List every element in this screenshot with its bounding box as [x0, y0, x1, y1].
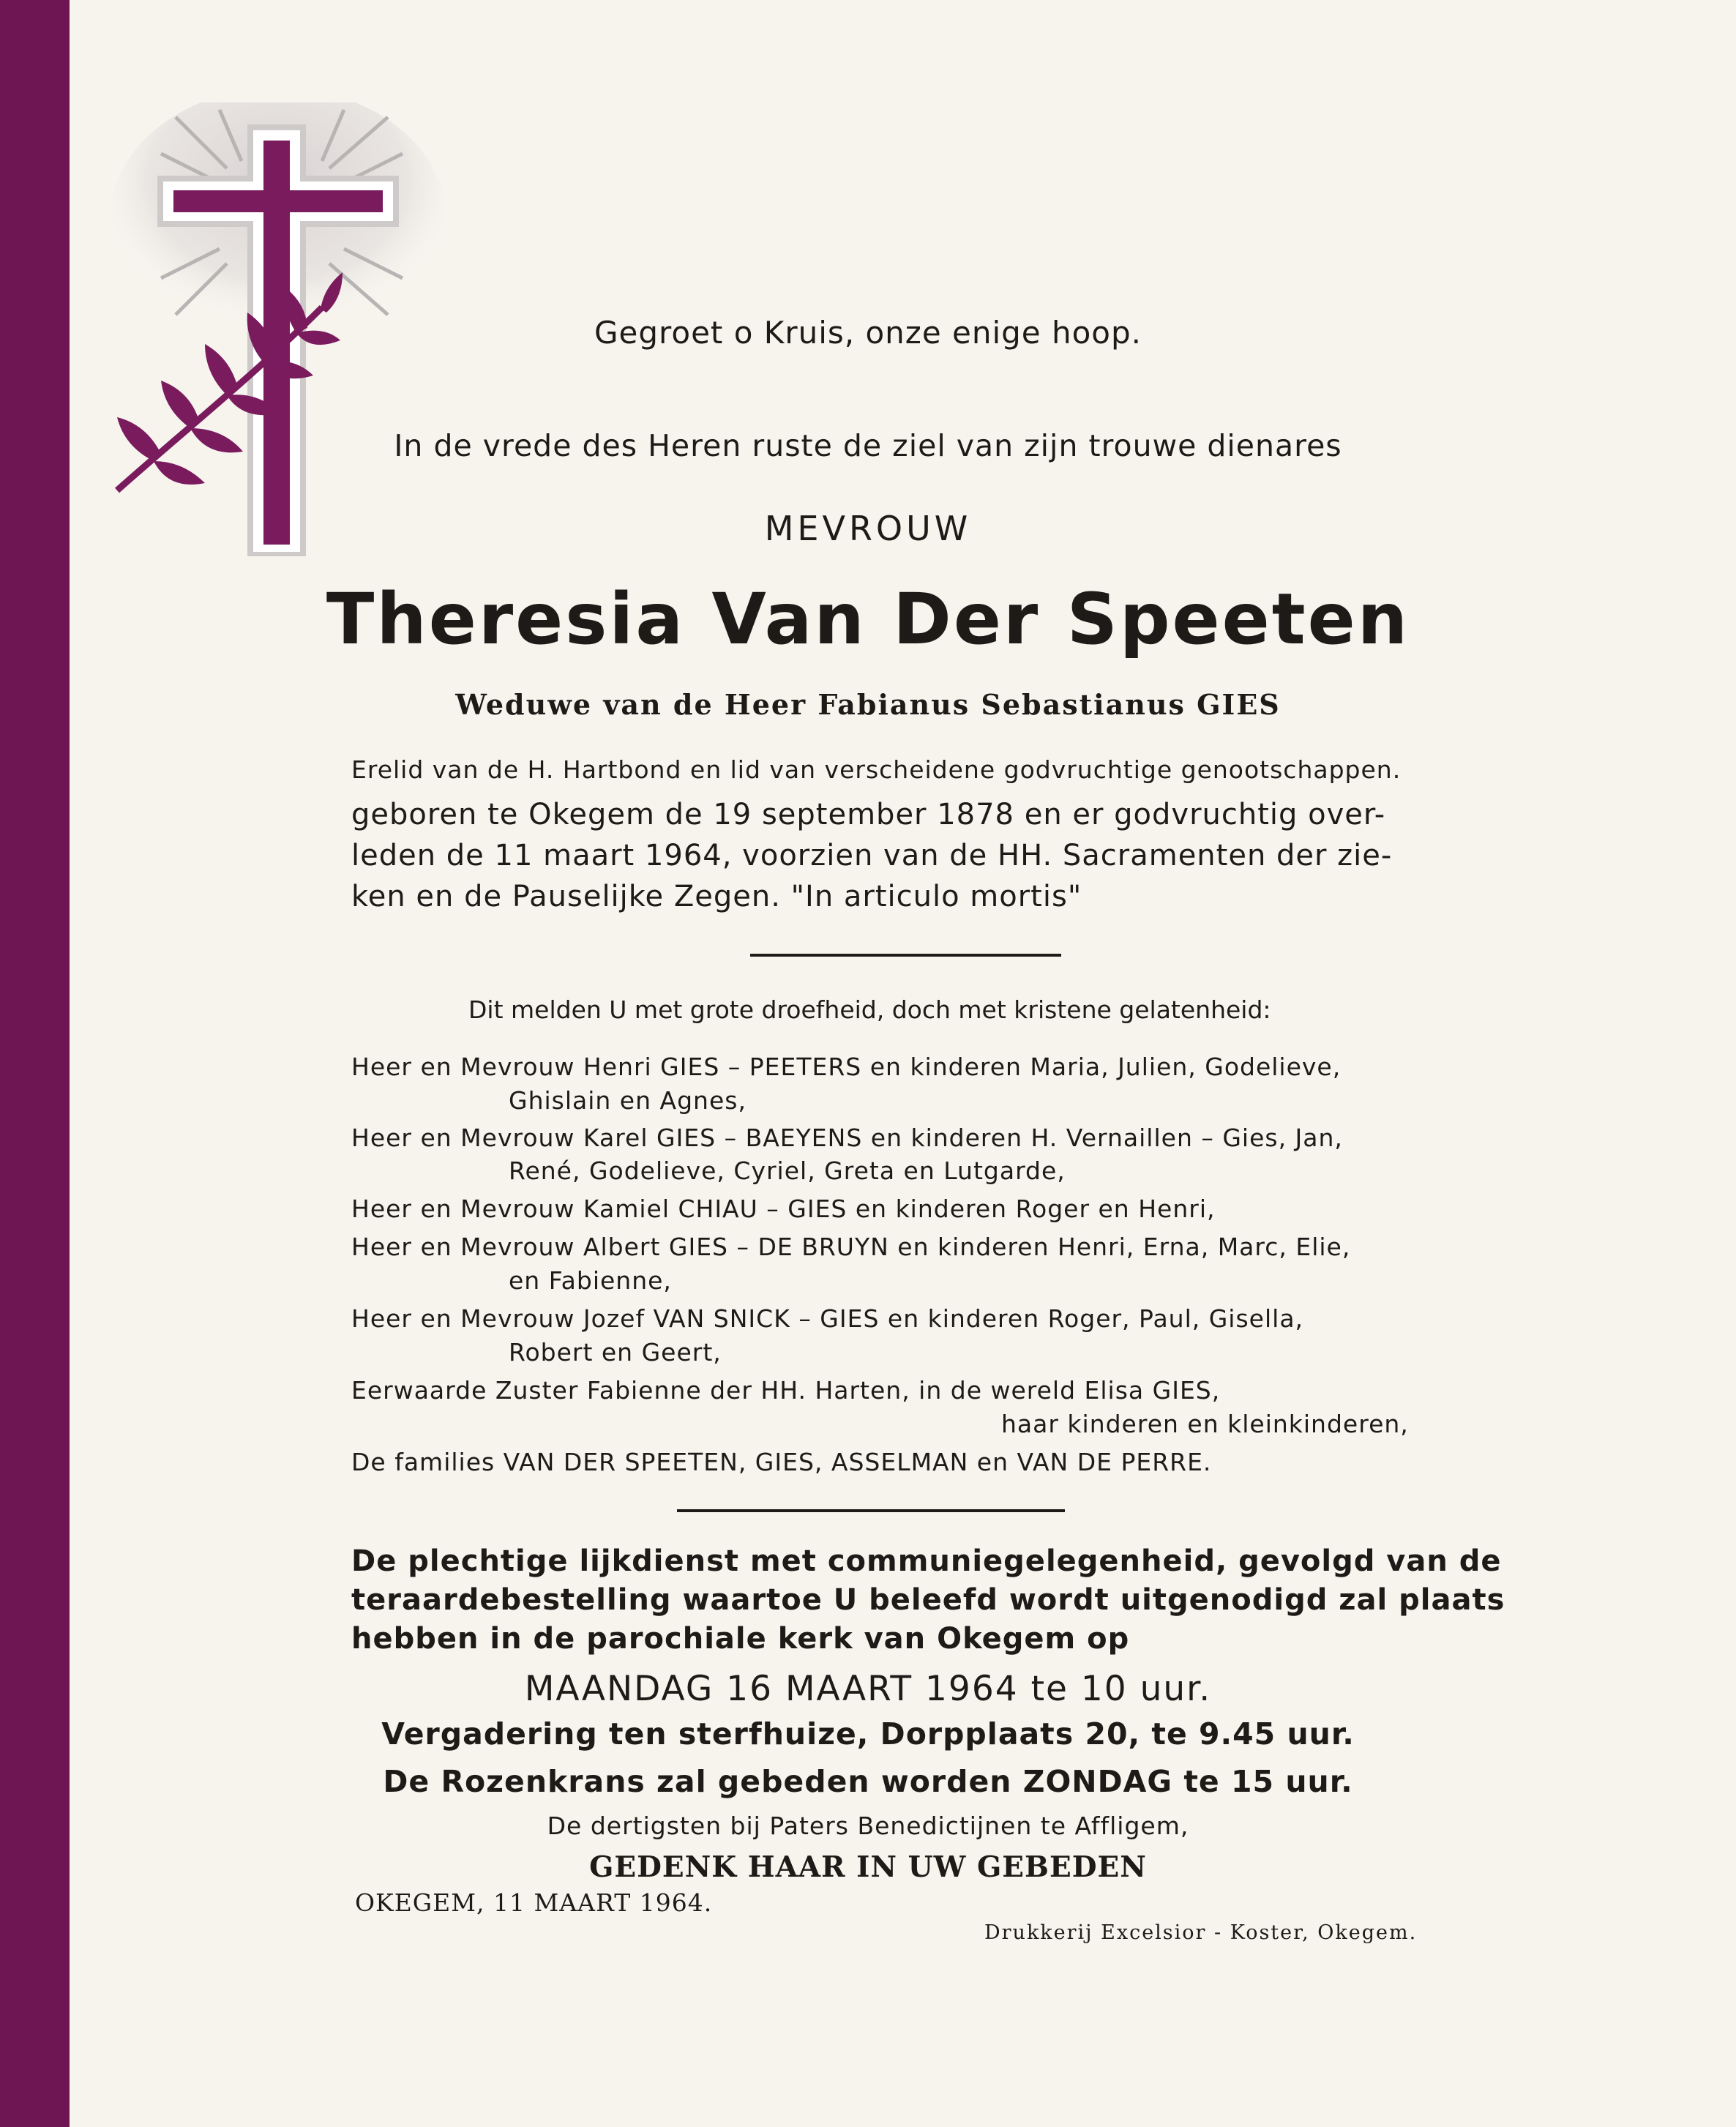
- deceased-name: Theresia Van Der Speeten: [326, 578, 1410, 660]
- bio-line: leden de 11 maart 1964, voorzien van de HH. Sacramenten der zie-: [351, 839, 1393, 872]
- divider: [677, 1509, 1065, 1512]
- family-intro: Dit melden U met grote droefheid, doch met kristene gelatenheid:: [468, 995, 1271, 1024]
- family-entry: Heer en Mevrouw Kamiel CHIAU – GIES en kinderen Roger en Henri,: [351, 1195, 1216, 1223]
- family-entry: Heer en Mevrouw Albert GIES – DE BRUYN en kinderen Henri, Erna, Marc, Elie,: [351, 1233, 1351, 1261]
- family-entry: De families VAN DER SPEETEN, GIES, ASSELMAN en VAN DE PERRE.: [351, 1448, 1212, 1476]
- family-entry: Eerwaarde Zuster Fabienne der HH. Harten, in de wereld Elisa GIES,: [351, 1376, 1221, 1405]
- membership-line: Erelid van de H. Hartbond en lid van verscheidene godvruchtige genootschappen.: [351, 755, 1402, 784]
- divider: [750, 954, 1061, 957]
- thirtieth-line: De dertigsten bij Paters Benedictijnen te Affligem,: [547, 1812, 1189, 1840]
- place-date: OKEGEM, 11 MAART 1964.: [355, 1888, 713, 1917]
- family-entry: Heer en Mevrouw Jozef VAN SNICK – GIES en kinderen Roger, Paul, Gisella,: [351, 1304, 1304, 1333]
- family-entry-cont: en Fabienne,: [509, 1266, 672, 1295]
- family-entry-cont: Robert en Geert,: [509, 1338, 722, 1367]
- family-entry-cont: René, Godelieve, Cyriel, Greta en Lutgarde,: [509, 1156, 1066, 1185]
- rosary-line: De Rozenkrans zal gebeden worden ZONDAG te 15 uur.: [383, 1764, 1353, 1799]
- service-line: teraardebestelling waartoe U beleefd wordt uitgenodigd zal plaats: [351, 1583, 1505, 1617]
- bio-line: ken en de Pauselijke Zegen. "In articulo mortis": [351, 880, 1082, 913]
- widow-line: Weduwe van de Heer Fabianus Sebastianus GIES: [455, 688, 1281, 721]
- intro-line: In de vrede des Heren ruste de ziel van zijn trouwe dienares: [394, 428, 1342, 463]
- gathering-line: Vergadering ten sterfhuize, Dorpplaats 20, te 9.45 uur.: [381, 1716, 1355, 1752]
- family-entry: Heer en Mevrouw Henri GIES – PEETERS en kinderen Maria, Julien, Godelieve,: [351, 1053, 1342, 1081]
- greeting: Gegroet o Kruis, onze enige hoop.: [594, 315, 1142, 351]
- service-line: hebben in de parochiale kerk van Okegem op: [351, 1622, 1130, 1656]
- remember-line: GEDENK HAAR IN UW GEBEDEN: [589, 1850, 1147, 1884]
- family-entry: Heer en Mevrouw Karel GIES – BAEYENS en kinderen H. Vernaillen – Gies, Jan,: [351, 1124, 1343, 1152]
- service-line: De plechtige lijkdienst met communiegelegenheid, gevolgd van de: [351, 1544, 1502, 1578]
- printer-credit: Drukkerij Excelsior - Koster, Okegem.: [984, 1921, 1418, 1944]
- service-date: MAANDAG 16 MAART 1964 te 10 uur.: [524, 1669, 1212, 1709]
- title-mevrouw: MEVROUW: [764, 509, 972, 548]
- bio-line: geboren te Okegem de 19 september 1878 en er godvruchtig over-: [351, 798, 1386, 831]
- family-entry-cont: haar kinderen en kleinkinderen,: [1001, 1410, 1409, 1438]
- family-entry-cont: Ghislain en Agnes,: [509, 1086, 747, 1115]
